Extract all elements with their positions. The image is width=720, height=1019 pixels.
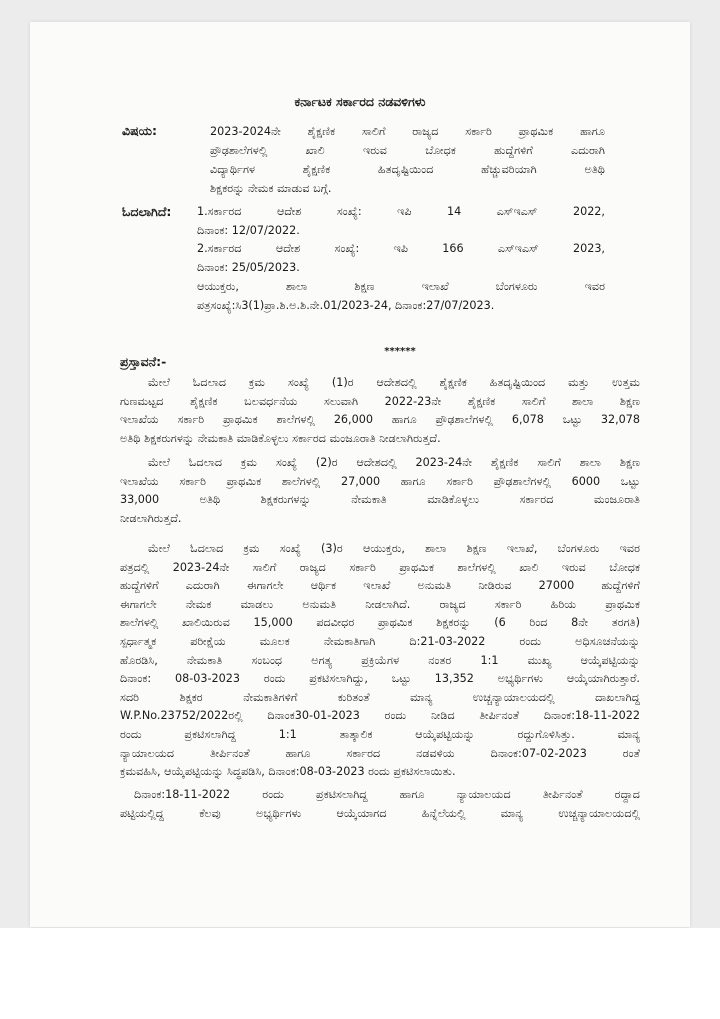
paragraph-line: ಇಲಾಖೆಯ ಸರ್ಕಾರಿ ಪ್ರಾಥಮಿಕ ಶಾಲೆಗಳಲ್ಲಿ 26,000 ಹಾಗೂ ಪ್ರೌಢಶಾಲೆಗಳಲ್ಲಿ 6,078 ಒಟ್ಟು 32,078 <box>120 413 640 427</box>
reference-line: ದಿನಾಂಕ: 25/05/2023. <box>197 261 300 275</box>
paragraph-line: ದಿನಾಂಕ:18-11-2022 ರಂದು ಪ್ರಕಟಿಸಲಾಗಿದ್ದ ಹಾಗೂ ನ್ಯಾಯಾಲಯದ ತೀರ್ಪಿನಂತೆ ರದ್ದಾದ <box>134 788 640 801</box>
paragraph-1 <box>120 374 640 448</box>
paragraph-line: ಮೇಲೆ ಓದಲಾದ ಕ್ರಮ ಸಂಖ್ಯೆ (1)ರ ಆದೇಶದಲ್ಲಿ ಶೈಕ್ಷಣಿಕ ಹಿತದೃಷ್ಟಿಯಿಂದ ಮತ್ತು ಉತ್ತಮ <box>148 376 640 389</box>
paragraph-line: W.P.No.23752/2022ರಲ್ಲಿ ದಿನಾಂಕ30-01-2023 ರಂದು ನೀಡಿದ ತೀರ್ಪಿನಂತೆ ದಿನಾಂಕ:18-11-2022 <box>120 709 640 723</box>
references-label: ಓದಲಾಗಿದೆ: <box>122 204 172 219</box>
paragraph-line: ಅತಿಥಿ ಶಿಕ್ಷಕರುಗಳನ್ನು ನೇಮಕಾತಿ ಮಾಡಿಕೊಳ್ಳಲು ಸರ್ಕಾರದ ಮಂಜೂರಾತಿ ನೀಡಲಾಗಿರುತ್ತದೆ. <box>120 431 441 445</box>
paragraph-line: ನ್ಯಾಯಾಲಯದ ತೀರ್ಪಿನಂತೆ ಹಾಗೂ ಸರ್ಕಾರದ ನಡವಳಿಯ ದಿನಾಂಕ:07-02-2023 ರಂತೆ <box>120 746 640 760</box>
paragraph-line: ದಿನಾಂಕ: 08-03-2023 ರಂದು ಪ್ರಕಟಿಸಲಾಗಿದ್ದು, ಒಟ್ಟು 13,352 ಅಭ್ಯರ್ಥಿಗಳು ಆಯ್ಕೆಯಾಗಿರುತ್ತಾರೆ. <box>120 672 640 686</box>
subject-line: ಪ್ರೌಢಶಾಲೆಗಳಲ್ಲಿ ಖಾಲಿ ಇರುವ ಬೋಧಕ ಹುದ್ದೆಗಳಿಗೆ ಎದುರಾಗಿ <box>210 144 605 157</box>
paragraph-line: ನೀಡಲಾಗಿರುತ್ತದೆ. <box>120 511 182 525</box>
paragraph-line: ಹುದ್ದೆಗಳಿಗೆ ಎದುರಾಗಿ ಈಗಾಗಲೇ ಆರ್ಥಿಕ ಇಲಾಖೆ ಅನುಮತಿ ನೀಡಿರುವ 27000 ಹುದ್ದೆಗಳಿಗೆ <box>120 579 640 593</box>
paragraph-line: ಕ್ರಮವಹಿಸಿ, ಆಯ್ಕೆಪಟ್ಟಿಯನ್ನು ಸಿದ್ಧಪಡಿಸಿ, ದಿನಾಂಕ:08-03-2023 ರಂದು ಪ್ರಕಟಿಸಲಾಯಿತು. <box>120 765 456 779</box>
subject-line: ವಿದ್ಯಾರ್ಥಿಗಳ ಶೈಕ್ಷಣಿಕ ಹಿತದೃಷ್ಟಿಯಿಂದ ಹೆಚ್ಚುವರಿಯಾಗಿ ಅತಿಥಿ <box>210 163 605 176</box>
document-page <box>30 22 690 927</box>
separator: ****** <box>384 346 416 357</box>
paragraph-2 <box>120 454 640 528</box>
paragraph-line: ಮೇಲೆ ಓದಲಾದ ಕ್ರಮ ಸಂಖ್ಯೆ (2)ರ ಆದೇಶದಲ್ಲಿ 2023-24ನೇ ಶೈಕ್ಷಣಿಕ ಸಾಲಿಗೆ ಶಾಲಾ ಶಿಕ್ಷಣ <box>148 456 640 469</box>
paragraph-line: ಪತ್ರದಲ್ಲಿ 2023-24ನೇ ಸಾಲಿಗೆ ರಾಜ್ಯದ ಸರ್ಕಾರಿ ಪ್ರಾಥಮಿಕ ಶಾಲೆಗಳಲ್ಲಿ ಖಾಲಿ ಇರುವ ಬೋಧಕ <box>120 560 640 574</box>
preamble-heading: ಪ್ರಸ್ತಾವನೆ:- <box>120 354 167 369</box>
subject-line: 2023-2024ನೇ ಶೈಕ್ಷಣಿಕ ಸಾಲಿಗೆ ರಾಜ್ಯದ ಸರ್ಕಾರಿ ಪ್ರಾಥಮಿಕ ಹಾಗೂ <box>210 125 605 138</box>
reference-line: ದಿನಾಂಕ: 12/07/2022. <box>197 223 300 237</box>
reference-line: ಪತ್ರಸಂಖ್ಯೆ:ಸಿ3(1)ಪ್ರಾ.ಶಿ.ಅ.ಶಿ.ನೇ.01/2023-24, ದಿನಾಂಕ:27/07/2023. <box>197 298 495 312</box>
references-text <box>197 203 605 315</box>
reference-line: 1.ಸರ್ಕಾರದ ಆದೇಶ ಸಂಖ್ಯೆ: ಇಪಿ 14 ಎಸ್‌ಇಎಸ್ 2022, <box>197 205 605 218</box>
reference-line: 2.ಸರ್ಕಾರದ ಆದೇಶ ಸಂಖ್ಯೆ: ಇಪಿ 166 ಎಸ್‌ಇಎಸ್ 2023, <box>197 242 605 256</box>
paragraph-line: ಇಲಾಖೆಯ ಸರ್ಕಾರಿ ಪ್ರಾಥಮಿಕ ಶಾಲೆಗಳಲ್ಲಿ 27,000 ಹಾಗೂ ಸರ್ಕಾರಿ ಪ್ರೌಢಶಾಲೆಗಳಲ್ಲಿ 6000 ಒಟ್ಟು <box>120 474 640 488</box>
paragraph-line: ಸ್ಪರ್ಧಾತ್ಮಕ ಪರೀಕ್ಷೆಯ ಮೂಲಕ ನೇಮಕಾತಿಗಾಗಿ ದಿ:21-03-2022 ರಂದು ಅಧಿಸೂಚನೆಯನ್ನು <box>120 634 640 648</box>
paragraph-line: ರಂದು ಪ್ರಕಟಿಸಲಾಗಿದ್ದ 1:1 ತಾತ್ಕಾಲಿಕ ಆಯ್ಕೆಪಟ್ಟಿಯನ್ನು ರದ್ದುಗೊಳಿಸಿತ್ತು. ಮಾನ್ಯ <box>120 727 640 741</box>
subject-line: ಶಿಕ್ಷಕರನ್ನು ನೇಮಕ ಮಾಡುವ ಬಗ್ಗೆ. <box>210 182 332 195</box>
paragraph-line: ಶಾಲೆಗಳಲ್ಲಿ ಖಾಲಿಯಿರುವ 15,000 ಪದವೀಧರ ಪ್ರಾಥಮಿಕ ಶಿಕ್ಷಕರನ್ನು (6 ರಿಂದ 8ನೇ ತರಗತಿ) <box>120 616 640 630</box>
paragraph-line: ಪಟ್ಟಿಯಲ್ಲಿದ್ದ ಕೆಲವು ಅಭ್ಯರ್ಥಿಗಳು ಆಯ್ಕೆಯಾಗದ ಹಿನ್ನೆಲೆಯಲ್ಲಿ ಮಾನ್ಯ ಉಚ್ಚನ್ಯಾಯಾಲಯದಲ್ಲಿ <box>120 806 640 820</box>
bottom-blank-area <box>0 928 720 1019</box>
subject-text <box>210 122 605 198</box>
paragraph-line: 33,000 ಅತಿಥಿ ಶಿಕ್ಷಕರುಗಳನ್ನು ನೇಮಕಾತಿ ಮಾಡಿಕೊಳ್ಳಲು ಸರ್ಕಾರದ ಮಂಜೂರಾತಿ <box>120 493 640 507</box>
document-title: ಕರ್ನಾಟಕ ಸರ್ಕಾರದ ನಡವಳಿಗಳು <box>294 94 426 109</box>
subject-label: ವಿಷಯ: <box>122 123 157 138</box>
paragraph-4 <box>120 786 640 823</box>
paragraph-line: ಹೊರಡಿಸಿ, ನೇಮಕಾತಿ ಸಂಬಂಧ ಅಗತ್ಯ ಪ್ರಕ್ರಿಯೆಗಳ ನಂತರ 1:1 ಮುಖ್ಯ ಆಯ್ಕೆಪಟ್ಟಿಯನ್ನು <box>120 653 640 667</box>
reference-line: ಆಯುಕ್ತರು, ಶಾಲಾ ಶಿಕ್ಷಣ ಇಲಾಖೆ ಬೆಂಗಳೂರು ಇವರ <box>197 279 605 293</box>
paragraph-line: ಸದರಿ ಶಿಕ್ಷಕರ ನೇಮಕಾತಿಗಳಿಗೆ ಕುರಿತಂತೆ ಮಾನ್ಯ ಉಚ್ಚನ್ಯಾಯಾಲಯದಲ್ಲಿ ದಾಖಲಾಗಿದ್ದ <box>120 690 640 704</box>
paragraph-line: ಮೇಲೆ ಓದಲಾದ ಕ್ರಮ ಸಂಖ್ಯೆ (3)ರ ಆಯುಕ್ತರು, ಶಾಲಾ ಶಿಕ್ಷಣ ಇಲಾಖೆ, ಬೆಂಗಳೂರು ಇವರ <box>148 542 640 555</box>
paragraph-3 <box>120 540 640 782</box>
paragraph-line: ಗುಣಮಟ್ಟದ ಶೈಕ್ಷಣಿಕ ಬಲವರ್ಧನೆಯ ಸಲುವಾಗಿ 2022-23ನೇ ಶೈಕ್ಷಣಿಕ ಸಾಲಿಗೆ ಶಾಲಾ ಶಿಕ್ಷಣ <box>120 394 640 408</box>
paragraph-line: ಈಗಾಗಲೇ ನೇಮಕ ಮಾಡಲು ಅನುಮತಿ ನೀಡಲಾಗಿದೆ. ರಾಜ್ಯದ ಸರ್ಕಾರಿ ಹಿರಿಯ ಪ್ರಾಥಮಿಕ <box>120 597 640 611</box>
